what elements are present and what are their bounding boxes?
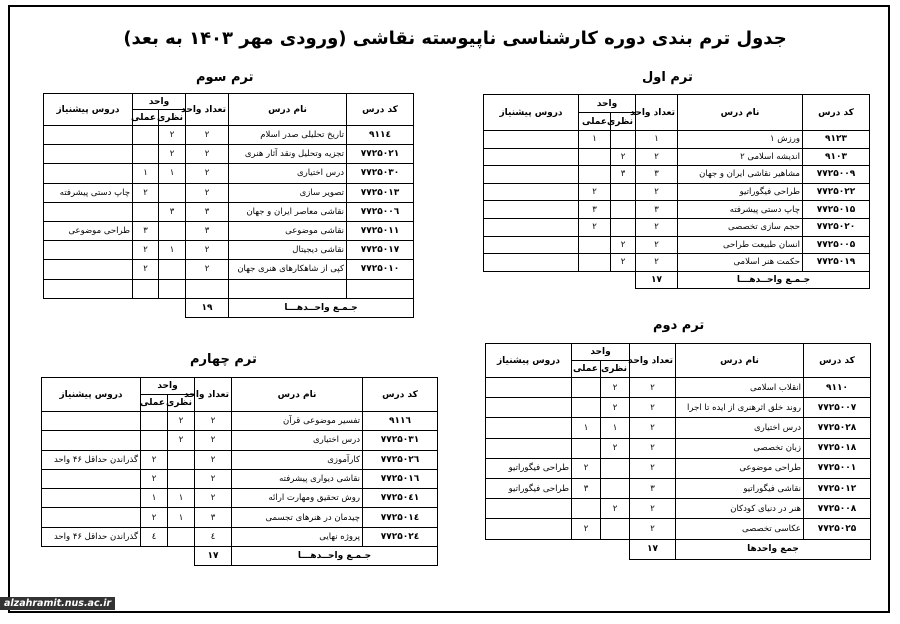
course-prereq — [486, 499, 572, 519]
course-theory — [159, 183, 186, 202]
course-code: ۷۷۲۵۰۱٤ — [363, 508, 438, 527]
course-theory: ۱ — [168, 489, 195, 508]
course-prereq: طراحی موضوعی — [44, 221, 133, 240]
course-practical — [133, 126, 159, 145]
header-units-group: واحد — [141, 378, 195, 395]
course-name: چاپ دستی پیشرفته — [678, 201, 803, 219]
course-units: ۳ — [630, 478, 676, 498]
course-units: ۲ — [636, 236, 678, 254]
term4-title: ترم چهارم — [190, 352, 257, 367]
course-prereq — [44, 260, 133, 279]
course-prereq — [44, 164, 133, 183]
course-code: ۷۷۲۵۰۲۰ — [803, 218, 870, 236]
course-code: ۷۷۲۵۰۲۲ — [803, 183, 870, 201]
table-row — [44, 241, 414, 260]
watermark: alzahramit.nus.ac.ir — [0, 597, 115, 610]
course-code: ۷۷۲۵۰۱۸ — [804, 438, 871, 458]
course-practical: ۲ — [133, 260, 159, 279]
course-practical — [141, 431, 168, 450]
table-row — [44, 221, 414, 240]
course-theory — [601, 458, 630, 478]
table-row — [42, 508, 438, 527]
course-theory — [159, 279, 186, 298]
table-row — [484, 183, 870, 201]
header-name: نام درس — [678, 95, 803, 131]
course-practical: ۲ — [572, 519, 601, 539]
course-theory — [611, 183, 636, 201]
course-theory: ۲ — [611, 254, 636, 272]
course-code: ۷۷۲۵۰۰۹ — [803, 166, 870, 184]
course-units: ۲ — [186, 145, 229, 164]
course-code: ۷۷۲۵۰۳۱ — [363, 431, 438, 450]
course-name: انسان طبیعت طراحی — [678, 236, 803, 254]
course-prereq — [484, 166, 579, 184]
course-name: هنر در دنیای کودکان — [676, 499, 804, 519]
course-units — [186, 279, 229, 298]
course-units: ۲ — [195, 431, 232, 450]
course-theory: ۲ — [611, 148, 636, 166]
course-units: ۲ — [186, 241, 229, 260]
course-units: ۳ — [195, 508, 232, 527]
course-prereq — [484, 218, 579, 236]
total-label: جـمـع واحــدهـــا — [678, 271, 870, 289]
term3-title: ترم سوم — [196, 70, 254, 85]
course-name: انقلاب اسلامی — [676, 378, 804, 398]
term4-table — [41, 377, 438, 566]
course-prereq: گذراندن حداقل ۴۶ واحد — [42, 527, 141, 546]
course-code: ۹۱۱٤ — [347, 126, 414, 145]
term2-table — [485, 343, 871, 560]
course-theory: ۲ — [601, 499, 630, 519]
course-units: ۲ — [186, 183, 229, 202]
course-units: ۲ — [636, 218, 678, 236]
total-row — [44, 298, 414, 317]
table-row — [44, 183, 414, 202]
course-prereq — [486, 378, 572, 398]
course-code: ۷۷۲۵۰۱۷ — [347, 241, 414, 260]
header-units-group: واحد — [572, 344, 630, 361]
course-code: ۹۱۲۳ — [803, 131, 870, 149]
course-theory: ۲ — [168, 431, 195, 450]
header-units: تعداد واحد — [636, 95, 678, 131]
header-code: کد درس — [363, 378, 438, 412]
course-units: ۲ — [186, 126, 229, 145]
course-prereq — [486, 398, 572, 418]
course-theory — [159, 260, 186, 279]
header-theory: نظری — [168, 395, 195, 412]
course-code: ۹۱۰۳ — [803, 148, 870, 166]
course-practical: ۳ — [133, 221, 159, 240]
course-prereq — [484, 201, 579, 219]
header-code: کد درس — [347, 94, 414, 126]
course-name: درس اختیاری — [232, 431, 363, 450]
course-practical: ۱ — [572, 418, 601, 438]
course-name: تجزیه وتحلیل ونقد آثار هنری — [229, 145, 347, 164]
table-row — [484, 148, 870, 166]
course-prereq — [42, 469, 141, 488]
header-units: تعداد واحد — [630, 344, 676, 378]
course-units: ۳ — [636, 166, 678, 184]
course-theory: ۱ — [159, 164, 186, 183]
course-units: ۲ — [630, 378, 676, 398]
course-practical: ۲ — [572, 458, 601, 478]
course-practical: ۲ — [141, 508, 168, 527]
header-units: تعداد واحد — [195, 378, 232, 412]
course-theory: ۲ — [601, 398, 630, 418]
course-theory — [611, 201, 636, 219]
header-theory: نظری — [159, 110, 186, 126]
course-prereq — [484, 183, 579, 201]
course-name: روند خلق اثرهنری از ایده تا اجرا — [676, 398, 804, 418]
course-practical — [572, 378, 601, 398]
course-practical: ۲ — [133, 241, 159, 260]
course-name: تفسیر موضوعی قرآن — [232, 412, 363, 431]
course-code: ۹۱۱۰ — [804, 378, 871, 398]
course-theory: ۲ — [168, 412, 195, 431]
course-name: عکاسی تخصصی — [676, 519, 804, 539]
course-units: ۲ — [195, 489, 232, 508]
table-row — [484, 166, 870, 184]
table-row — [484, 218, 870, 236]
total-row — [42, 547, 438, 566]
course-code: ۷۷۲۵۰۲٦ — [363, 450, 438, 469]
course-prereq — [484, 236, 579, 254]
course-practical: ٤ — [141, 527, 168, 546]
table-row — [486, 458, 871, 478]
header-prereq: دروس پیشنیاز — [44, 94, 133, 126]
course-code — [347, 279, 414, 298]
table-row — [42, 431, 438, 450]
course-prereq: طراحی فیگوراتیو — [486, 458, 572, 478]
header-prereq: دروس پیشنیاز — [42, 378, 141, 412]
course-units: ۲ — [186, 164, 229, 183]
course-theory: ۱ — [168, 508, 195, 527]
course-name: حجم سازی تخصصی — [678, 218, 803, 236]
header-theory: نظری — [611, 113, 636, 131]
table-row — [484, 201, 870, 219]
course-name: ورزش ۱ — [678, 131, 803, 149]
course-prereq — [44, 279, 133, 298]
table-row — [484, 131, 870, 149]
header-theory: نظری — [601, 361, 630, 378]
course-units: ۲ — [195, 412, 232, 431]
course-prereq — [44, 145, 133, 164]
header-units-group: واحد — [579, 95, 636, 113]
course-prereq — [484, 254, 579, 272]
course-theory: ۲ — [601, 438, 630, 458]
term3-table — [43, 93, 414, 318]
course-name: حکمت هنر اسلامی — [678, 254, 803, 272]
total-row — [486, 539, 871, 559]
course-prereq — [42, 412, 141, 431]
course-prereq: چاپ دستی پیشرفته — [44, 183, 133, 202]
course-units: ۲ — [630, 438, 676, 458]
course-practical: ۳ — [572, 478, 601, 498]
table-row — [484, 254, 870, 272]
total-units: ۱۷ — [636, 271, 678, 289]
course-units: ۲ — [636, 254, 678, 272]
course-practical: ۲ — [141, 450, 168, 469]
course-code: ۷۷۲۵۰۰٦ — [347, 202, 414, 221]
total-label: جـمـع واحــدهـــا — [232, 547, 438, 566]
course-theory — [611, 218, 636, 236]
course-name: نقاشی موضوعی — [229, 221, 347, 240]
course-code: ۷۷۲۵۰۳۰ — [347, 164, 414, 183]
course-theory — [168, 527, 195, 546]
course-units: ۲ — [195, 469, 232, 488]
course-code: ۷۷۲۵۰۰۸ — [804, 499, 871, 519]
table-row — [486, 499, 871, 519]
course-code: ۷۷۲۵۰۱٦ — [363, 469, 438, 488]
course-theory: ۳ — [611, 166, 636, 184]
table-row — [44, 126, 414, 145]
course-theory: ۲ — [601, 378, 630, 398]
course-code: ۷۷۲۵۰۱۹ — [803, 254, 870, 272]
course-practical — [579, 254, 611, 272]
table-row — [44, 279, 414, 298]
course-prereq — [484, 148, 579, 166]
course-name: روش تحقیق ومهارت ارائه — [232, 489, 363, 508]
header-code: کد درس — [804, 344, 871, 378]
course-theory: ۳ — [159, 202, 186, 221]
table-row — [486, 519, 871, 539]
course-prereq: طراحی فیگوراتیو — [486, 478, 572, 498]
table-row — [486, 478, 871, 498]
course-name: چیدمان در هنرهای تجسمی — [232, 508, 363, 527]
table-row — [486, 418, 871, 438]
table-row — [486, 398, 871, 418]
course-prereq — [486, 438, 572, 458]
course-practical: ۱ — [133, 164, 159, 183]
total-row — [484, 271, 870, 289]
table-row — [44, 260, 414, 279]
course-prereq — [44, 202, 133, 221]
course-practical — [579, 236, 611, 254]
table-row — [44, 145, 414, 164]
header-units: تعداد واحد — [186, 94, 229, 126]
table-row — [42, 412, 438, 431]
course-name: کارآموزی — [232, 450, 363, 469]
course-prereq — [42, 489, 141, 508]
course-name: تاریخ تحلیلی صدر اسلام — [229, 126, 347, 145]
course-name: طراحی فیگوراتیو — [678, 183, 803, 201]
course-prereq — [486, 418, 572, 438]
term2-title: ترم دوم — [653, 318, 705, 333]
course-practical — [579, 166, 611, 184]
course-code: ۷۷۲۵۰۲۵ — [804, 519, 871, 539]
course-practical — [133, 202, 159, 221]
course-units: ۲ — [630, 418, 676, 438]
header-practical: عملی — [579, 113, 611, 131]
course-units: ۱ — [636, 131, 678, 149]
term1-table — [483, 94, 870, 289]
header-name: نام درس — [232, 378, 363, 412]
course-code: ۹۱۱٦ — [363, 412, 438, 431]
course-theory — [159, 221, 186, 240]
course-code: ۷۷۲۵۰۰۷ — [804, 398, 871, 418]
header-name: نام درس — [676, 344, 804, 378]
course-name: درس اختیاری — [229, 164, 347, 183]
course-code: ۷۷۲۵۰۰۵ — [803, 236, 870, 254]
table-row — [42, 527, 438, 546]
course-name: پروژه نهایی — [232, 527, 363, 546]
course-practical — [133, 145, 159, 164]
course-units: ۲ — [195, 450, 232, 469]
course-name: نقاشی دیجیتال — [229, 241, 347, 260]
course-units: ۲ — [630, 458, 676, 478]
course-units: ۲ — [636, 148, 678, 166]
course-name: نقاشی دیواری پیشرفته — [232, 469, 363, 488]
course-name: درس اختیاری — [676, 418, 804, 438]
course-units: ۲ — [630, 499, 676, 519]
header-prereq: دروس پیشنیاز — [484, 95, 579, 131]
course-code: ۷۷۲۵۰۱۳ — [347, 183, 414, 202]
course-units: ۳ — [636, 201, 678, 219]
course-theory: ۲ — [159, 145, 186, 164]
course-code: ۷۷۲۵۰٤۱ — [363, 489, 438, 508]
course-code: ۷۷۲۵۰۱۱ — [347, 221, 414, 240]
course-theory — [168, 450, 195, 469]
course-code: ۷۷۲۵۰۱۲ — [804, 478, 871, 498]
course-theory — [168, 469, 195, 488]
course-code: ۷۷۲۵۰۱۰ — [347, 260, 414, 279]
table-row — [484, 236, 870, 254]
course-theory — [601, 519, 630, 539]
course-units: ۲ — [630, 519, 676, 539]
course-theory: ۱ — [601, 418, 630, 438]
term1-title: ترم اول — [642, 70, 693, 85]
header-units-group: واحد — [133, 94, 186, 110]
total-label: جمع واحدها — [676, 539, 871, 559]
course-code: ۷۷۲۵۰۰۱ — [804, 458, 871, 478]
table-row — [486, 378, 871, 398]
course-name: نقاشی معاصر ایران و جهان — [229, 202, 347, 221]
course-practical: ۲ — [579, 218, 611, 236]
course-theory: ۲ — [159, 126, 186, 145]
course-theory: ۲ — [611, 236, 636, 254]
course-prereq — [44, 126, 133, 145]
course-theory: ۱ — [159, 241, 186, 260]
course-units: ۳ — [186, 202, 229, 221]
course-prereq — [486, 519, 572, 539]
table-row — [42, 450, 438, 469]
course-practical — [572, 438, 601, 458]
course-name: نقاشی فیگوراتیو — [676, 478, 804, 498]
header-name: نام درس — [229, 94, 347, 126]
course-name: کپی از شاهکارهای هنری جهان — [229, 260, 347, 279]
course-name — [229, 279, 347, 298]
course-prereq — [44, 241, 133, 260]
course-practical — [133, 279, 159, 298]
course-units: ۲ — [186, 260, 229, 279]
course-name: زبان تخصصی — [676, 438, 804, 458]
course-practical: ۱ — [141, 489, 168, 508]
course-name: مشاهیر نقاشی ایران و جهان — [678, 166, 803, 184]
header-practical: عملی — [133, 110, 159, 126]
total-label: جـمـع واحــدهـــا — [229, 298, 414, 317]
course-practical: ۱ — [579, 131, 611, 149]
course-prereq — [42, 431, 141, 450]
table-row — [42, 489, 438, 508]
course-code: ۷۷۲۵۰۲۸ — [804, 418, 871, 438]
course-units: ۲ — [636, 183, 678, 201]
header-code: کد درس — [803, 95, 870, 131]
course-units: ٤ — [195, 527, 232, 546]
course-name: تصویر سازی — [229, 183, 347, 202]
total-units: ۱۹ — [186, 298, 229, 317]
course-practical — [572, 499, 601, 519]
course-prereq — [42, 508, 141, 527]
course-practical: ۳ — [579, 201, 611, 219]
course-prereq — [484, 131, 579, 149]
page-title: جدول ترم بندی دوره کارشناسی ناپیوسته نقاشی (ورودی مهر ۱۴۰۳ به بعد) — [123, 28, 787, 49]
total-units: ۱۷ — [630, 539, 676, 559]
course-code: ۷۷۲۵۰۱۵ — [803, 201, 870, 219]
course-theory — [611, 131, 636, 149]
course-practical — [572, 398, 601, 418]
course-prereq: گذراندن حداقل ۴۶ واحد — [42, 450, 141, 469]
course-name: اندیشه اسلامی ۲ — [678, 148, 803, 166]
header-practical: عملی — [141, 395, 168, 412]
course-practical: ۲ — [133, 183, 159, 202]
course-theory — [601, 478, 630, 498]
course-practical — [579, 148, 611, 166]
course-code: ۷۷۲۵۰۲۱ — [347, 145, 414, 164]
course-practical: ۲ — [141, 469, 168, 488]
table-row — [486, 438, 871, 458]
course-practical: ۲ — [579, 183, 611, 201]
header-practical: عملی — [572, 361, 601, 378]
course-code: ۷۷۲۵۰۲٤ — [363, 527, 438, 546]
course-units: ۲ — [630, 398, 676, 418]
table-row — [44, 164, 414, 183]
course-units: ۳ — [186, 221, 229, 240]
course-name: طراحی موضوعی — [676, 458, 804, 478]
header-prereq: دروس پیشنیاز — [486, 344, 572, 378]
course-practical — [141, 412, 168, 431]
total-units: ۱۷ — [195, 547, 232, 566]
table-row — [42, 469, 438, 488]
table-row — [44, 202, 414, 221]
